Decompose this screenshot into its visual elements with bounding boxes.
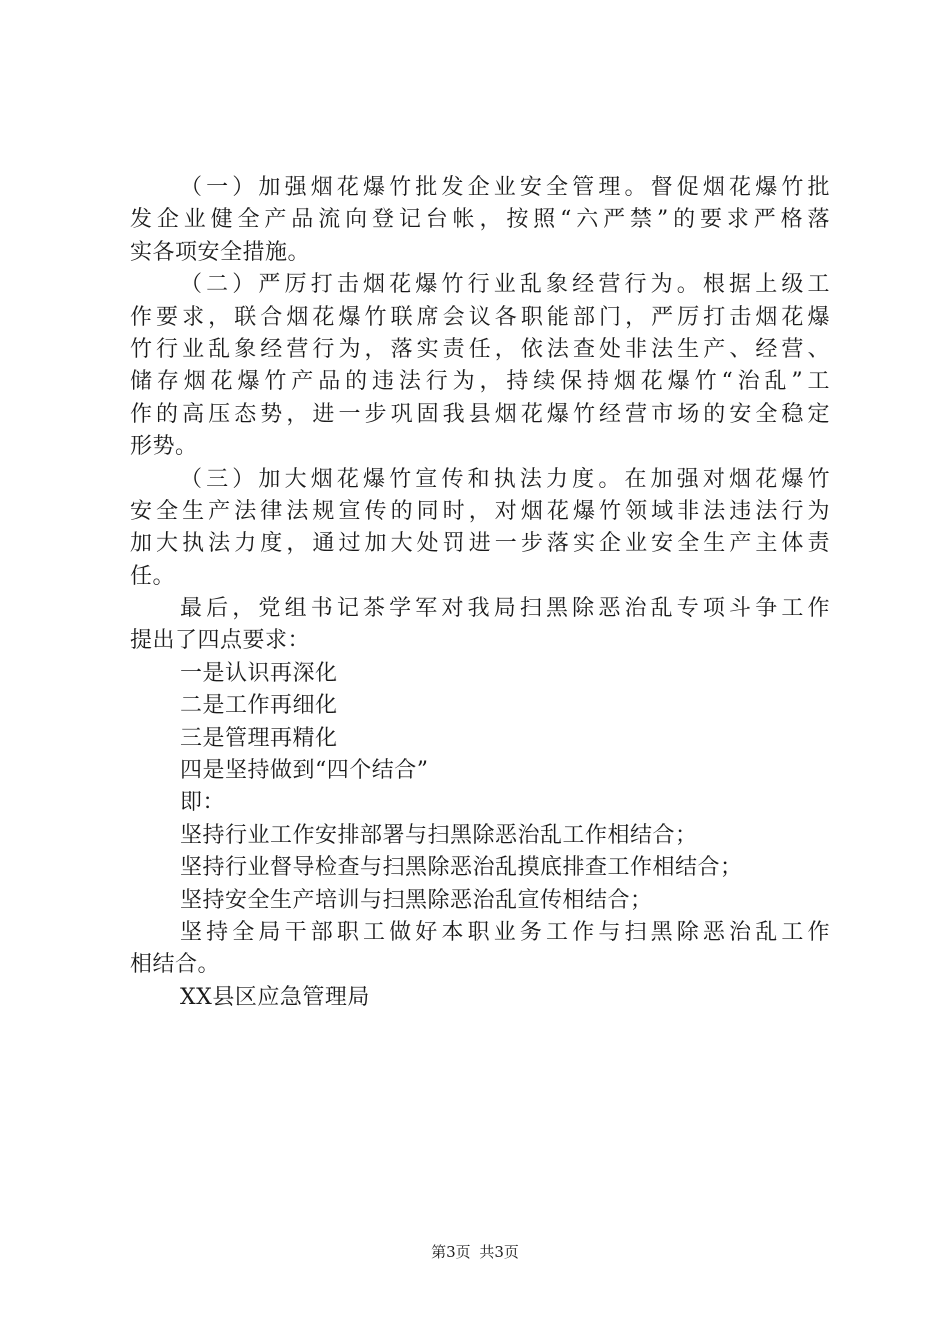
text-line: 坚持安全生产培训与扫黑除恶治乱宣传相结合； bbox=[180, 887, 653, 913]
text-line: XX县区应急管理局 bbox=[180, 984, 370, 1010]
text-line: 作要求，联合烟花爆竹联席会议各职能部门，严厉打击烟花爆 bbox=[130, 304, 830, 330]
text-line: （二）严厉打击烟花爆竹行业乱象经营行为。根据上级工 bbox=[180, 272, 830, 298]
text-line: 最后，党组书记茶学军对我局扫黑除恶治乱专项斗争工作 bbox=[180, 596, 830, 622]
text-line: 三是管理再精化 bbox=[180, 725, 338, 751]
text-line: 坚持行业督导检查与扫黑除恶治乱摸底排查工作相结合； bbox=[180, 855, 743, 881]
page-number: 第3页 bbox=[431, 1243, 471, 1261]
text-line: 即： bbox=[180, 790, 226, 816]
text-line: 竹行业乱象经营行为，落实责任，依法查处非法生产、经营、 bbox=[130, 336, 830, 362]
text-line: 坚持全局干部职工做好本职业务工作与扫黑除恶治乱工作 bbox=[180, 919, 830, 945]
text-line: 任。 bbox=[130, 563, 176, 589]
document-body bbox=[130, 172, 830, 1014]
text-line: 储存烟花爆竹产品的违法行为，持续保持烟花爆竹“治乱”工 bbox=[130, 369, 830, 395]
page-total: 共3页 bbox=[479, 1243, 519, 1261]
text-line: 作的高压态势，进一步巩固我县烟花爆竹经营市场的安全稳定 bbox=[130, 401, 830, 427]
text-line: （三）加大烟花爆竹宣传和执法力度。在加强对烟花爆竹 bbox=[180, 466, 830, 492]
text-line: 二是工作再细化 bbox=[180, 693, 338, 719]
text-line: 一是认识再深化 bbox=[180, 660, 338, 686]
text-line: 发企业健全产品流向登记台帐，按照“六严禁”的要求严格落 bbox=[130, 207, 830, 233]
text-line: 相结合。 bbox=[130, 952, 221, 978]
text-line: 加大执法力度，通过加大处罚进一步落实企业安全生产主体责 bbox=[130, 531, 830, 557]
text-line: 四是坚持做到“四个结合” bbox=[180, 758, 429, 784]
text-line: 提出了四点要求： bbox=[130, 628, 311, 654]
text-line: 安全生产法律法规宣传的同时，对烟花爆竹领域非法违法行为 bbox=[130, 498, 830, 524]
text-line: 坚持行业工作安排部署与扫黑除恶治乱工作相结合； bbox=[180, 822, 698, 848]
text-line: 实各项安全措施。 bbox=[130, 239, 311, 265]
text-line: 形势。 bbox=[130, 434, 198, 460]
page-footer bbox=[0, 1242, 950, 1262]
text-line: （一）加强烟花爆竹批发企业安全管理。督促烟花爆竹批 bbox=[180, 175, 830, 200]
